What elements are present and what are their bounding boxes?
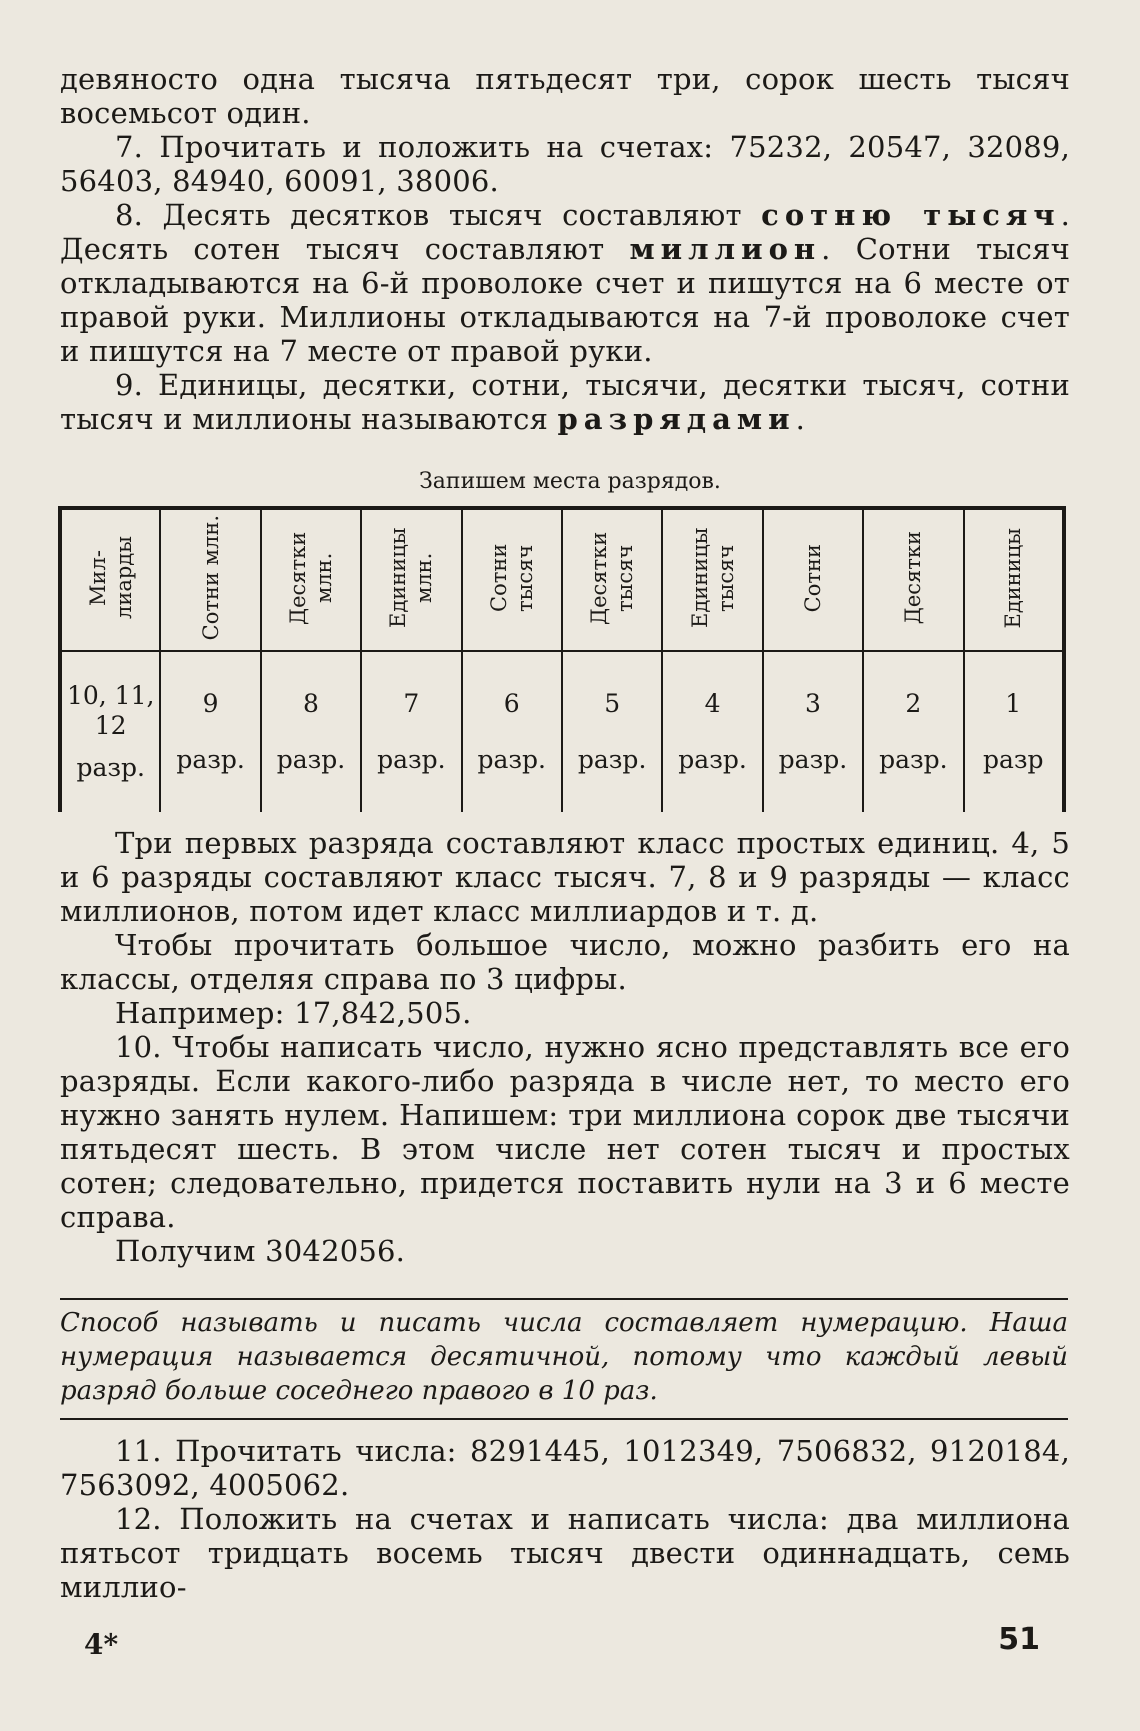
value-cell: 6 разр. [462, 651, 562, 812]
header-cell: Сотни [763, 508, 863, 651]
header-cell: Сотни млн. [160, 508, 260, 651]
paragraph-continuation: девяносто одна тысяча пятьдесят три, сорок шесть тысяч восемьсот один. [60, 62, 1070, 130]
value-cell: 5 разр. [562, 651, 662, 812]
value-cell: 7 разр. [361, 651, 461, 812]
middle-text [60, 826, 1070, 1268]
exercise-12: 12. Положить на счетах и написать числа: два миллиона пятьсот тридцать восемь тысяч двести одиннадцать, семь миллио- [60, 1502, 1070, 1604]
paragraph-10: 10. Чтобы написать число, нужно ясно представлять все его разряды. Если какого-либо разряда в числе нет, то место его нужно занять нулем. Напишем: три миллиона сорок две тысячи пятьдесят шесть. В этом числе нет сотен тысяч и простых сотен; следовательно, придется поставить нули на 3 и 6 месте справа. [60, 1030, 1070, 1234]
value-cell: 10, 11, 12 разр. [60, 651, 160, 812]
paragraph-reading: Чтобы прочитать большое число, можно разбить его на классы, отделяя справа по 3 цифры. [60, 928, 1070, 996]
numeration-rule: Способ называть и писать числа составляет нумерацию. Наша нумерация называется десятичной, потому что каждый левый разряд больше соседнего правого в 10 раз. [60, 1308, 1068, 1406]
header-cell: Мил-лиарды [60, 508, 160, 651]
header-cell: Десятки [863, 508, 963, 651]
value-cell: 2 разр. [863, 651, 963, 812]
ranks-table [58, 506, 1066, 812]
paragraph-8: 8. Десять десятков тысяч составляют сотню тысяч. Десять сотен тысяч составляют миллион. Сотни тысяч откладываются на 6-й проволоке счет и пишутся на 6 месте от правой руки. Миллионы откладываются на 7-й проволоке счет и пишутся на 7 месте от правой руки. [60, 198, 1070, 368]
header-cell: Десятки тысяч [562, 508, 662, 651]
paragraph-9: 9. Единицы, десятки, сотни, тысячи, десятки тысяч, сотни тысяч и миллионы называются разрядами. [60, 368, 1070, 436]
value-cell: 1 разр [964, 651, 1064, 812]
header-cell: Единицы [964, 508, 1064, 651]
paragraph-classes: Три первых разряда составляют класс простых единиц. 4, 5 и 6 разряды составляют класс тысяч. 7, 8 и 9 разряды — класс миллионов, потом идет класс миллиардов и т. д. [60, 826, 1070, 928]
term-ranks: разрядами [557, 402, 796, 436]
header-cell: Единицы млн. [361, 508, 461, 651]
example-number: Например: 17,842,505. [115, 996, 472, 1030]
result-number: Получим 3042056. [115, 1234, 406, 1268]
signature-mark: 4* [84, 1628, 119, 1661]
header-cell: Единицы тысяч [662, 508, 762, 651]
header-cell: Сотни тысяч [462, 508, 562, 651]
value-cell: 9 разр. [160, 651, 260, 812]
term-million: миллион [629, 232, 822, 266]
table-caption: Запишем места разрядов. [419, 469, 721, 494]
value-cell: 4 разр. [662, 651, 762, 812]
rule-box [60, 1298, 1068, 1420]
page-number: 51 [998, 1622, 1040, 1657]
value-cell: 8 разр. [261, 651, 361, 812]
exercise-11: 11. Прочитать числа: 8291445, 1012349, 7506832, 9120184, 7563092, 4005062. [60, 1434, 1070, 1502]
bottom-text [60, 1434, 1070, 1604]
table-value-row [60, 651, 1064, 812]
exercise-7: 7. Прочитать и положить на счетах: 75232, 20547, 32089, 56403, 84940, 60091, 38006. [60, 130, 1070, 198]
top-text [60, 62, 1070, 436]
value-cell: 3 разр. [763, 651, 863, 812]
term-hundred-thousand: сотню тысяч [761, 198, 1061, 232]
table-header-row [60, 508, 1064, 651]
header-cell: Десятки млн. [261, 508, 361, 651]
